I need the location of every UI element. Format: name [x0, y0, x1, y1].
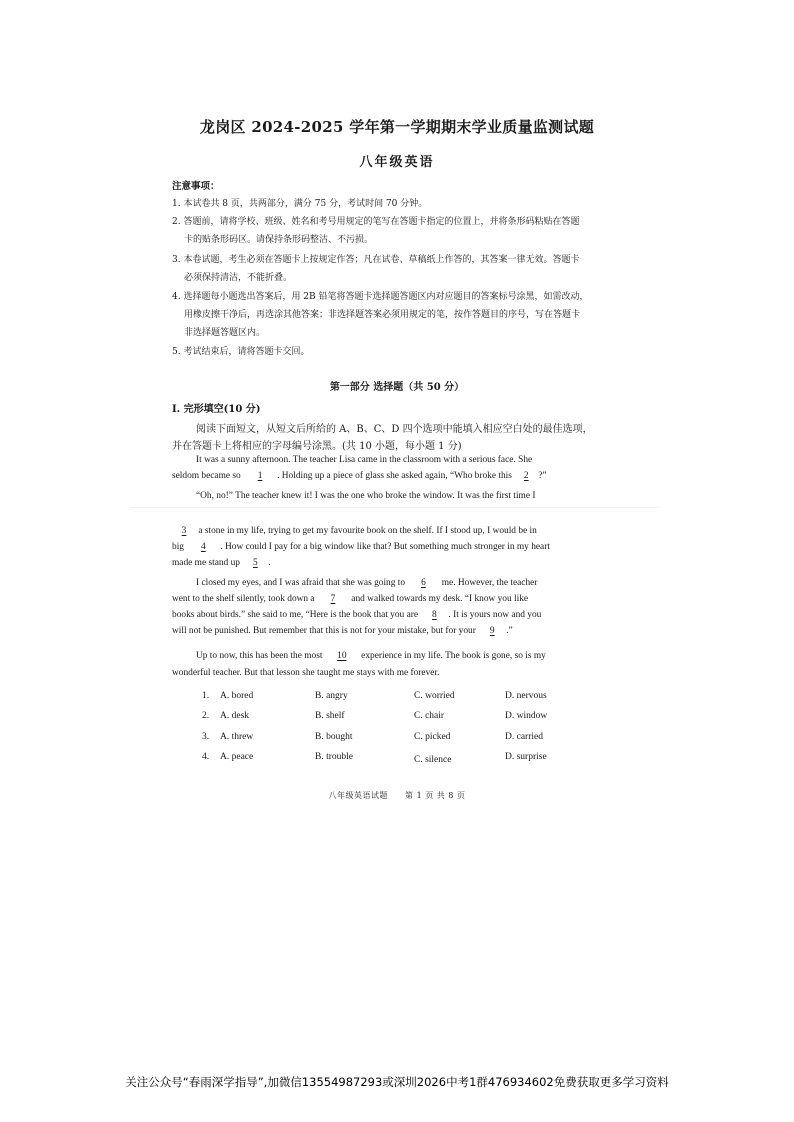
passage-line: [172, 594, 528, 604]
option-d: D. surprise: [505, 752, 547, 762]
option-a: A. peace: [220, 752, 254, 762]
passage-line: It was a sunny afternoon. The teacher Lisa came in the classroom with a serious face. She: [196, 455, 533, 465]
passage-line: [172, 526, 537, 536]
blank-4: 4: [200, 542, 206, 552]
scan-divider: [130, 507, 660, 508]
passage-text: made me stand up: [172, 558, 240, 568]
blank-1: 1: [257, 471, 263, 481]
page-footer: 八年级英语试题 第 1 页 共 8 页: [328, 791, 466, 800]
passage-line: [196, 578, 537, 588]
passage-text: ?”: [538, 471, 547, 481]
instruction-line: 并在答题卡上将相应的字母编号涂黑。(共 10 小题，每小题 1 分): [172, 441, 462, 452]
exam-title: 龙岗区 2024-2025 学年第一学期期末学业质量监测试题: [199, 118, 595, 136]
notice-heading: 注意事项：: [172, 181, 220, 192]
passage-line: “Oh, no!” The teacher knew it! I was the one who broke the window. It was the first time I: [196, 491, 536, 501]
passage-text: books about birds.” she said to me, “Here is the book that you are: [172, 610, 419, 620]
passage-line: [172, 558, 271, 568]
exam-subtitle: 八年级英语: [359, 155, 435, 170]
passage-text: . How could I pay for a big window like that? But something much stronger in my heart: [220, 542, 550, 552]
blank-7: 7: [330, 594, 336, 604]
passage-text: a stone in my life, trying to get my favourite book on the shelf. If I stood up, I would be in: [198, 526, 537, 536]
notice-line: 用橡皮擦干净后，再选涂其他答案；非选择题答案必须用规定的笔，按作答题目的序号，写在答题卡: [184, 310, 581, 320]
option-c: C. worried: [414, 691, 455, 701]
option-number: 3.: [202, 732, 210, 742]
blank-2: 2: [523, 471, 529, 481]
passage-line: [172, 610, 541, 620]
passage-line: [172, 471, 547, 481]
option-number: 1.: [202, 691, 210, 701]
passage-text: . It is yours now and you: [448, 610, 542, 620]
notice-line: 1. 本试卷共 8 页，共两部分，满分 75 分，考试时间 70 分钟。: [172, 199, 428, 209]
notice-line: 2. 答题前，请将学校、班级、姓名和考号用规定的笔写在答题卡指定的位置上，并将条形码粘贴在答题: [172, 217, 580, 227]
option-a: A. desk: [220, 711, 250, 721]
passage-text: experience in my life. The book is gone, so is my: [361, 651, 546, 661]
blank-5: 5: [252, 558, 258, 568]
passage-line: [196, 651, 546, 661]
promo-banner: 关注公众号“春雨深学指导”,加微信13554987293或深圳2026中考1群476934602免费获取更多学习资料: [125, 1075, 669, 1089]
notice-line: 卡的贴条形码区。请保持条形码整洁、不污损。: [184, 235, 374, 245]
notice-line: 3. 本卷试题，考生必须在答题卡上按规定作答；凡在试卷、草稿纸上作答的，其答案一律无效。答题卡: [172, 255, 580, 265]
passage-line: [172, 542, 550, 552]
option-b: B. angry: [315, 691, 348, 701]
option-number: 4.: [202, 752, 210, 762]
passage-text: Up to now, this has been the most: [196, 651, 323, 661]
option-b: B. shelf: [315, 711, 345, 721]
option-b: B. trouble: [315, 752, 353, 762]
option-d: D. carried: [505, 732, 543, 742]
notice-line: 非选择题答题区内。: [184, 328, 266, 338]
section-cloze-title: I. 完形填空(10 分): [172, 404, 261, 415]
option-b: B. bought: [315, 732, 353, 742]
passage-text: I closed my eyes, and I was afraid that she was going to: [196, 578, 406, 588]
option-c: C. silence: [414, 755, 452, 765]
option-a: A. threw: [220, 732, 254, 742]
passage-line: [172, 626, 513, 636]
blank-9: 9: [489, 626, 495, 636]
passage-text: .: [268, 558, 271, 568]
option-c: C. picked: [414, 732, 451, 742]
passage-text: me. However, the teacher: [441, 578, 538, 588]
blank-3: 3: [181, 526, 187, 536]
passage-text: seldom became so: [172, 471, 241, 481]
blank-8: 8: [432, 610, 437, 620]
passage-text: and walked towards my desk. “I know you like: [351, 594, 529, 604]
part-one-title: 第一部分 选择题（共 50 分）: [329, 382, 465, 393]
passage-text: big: [172, 542, 184, 552]
notice-line: 5. 考试结束后，请将答题卡交回。: [172, 347, 310, 357]
blank-6: 6: [421, 578, 426, 588]
option-d: D. window: [505, 711, 548, 721]
notice-line: 4. 选择题每小题选出答案后，用 2B 铅笔将答题卡选择题答题区内对应题目的答案标号涂黑，如需改动，: [172, 292, 589, 302]
option-c: C. chair: [414, 711, 445, 721]
passage-text: will not be punished. But remember that this is not for your mistake, but for your: [172, 626, 476, 636]
notice-line: 必须保持清洁，不能折叠。: [184, 273, 293, 283]
passage-text: . Holding up a piece of glass she asked again, “Who broke this: [277, 471, 512, 481]
passage-text: went to the shelf silently, took down a: [172, 594, 315, 604]
option-number: 2.: [202, 711, 210, 721]
instruction-line: 阅读下面短文，从短文后所给的 A、B、C、D 四个选项中能填入相应空白处的最佳选项，: [196, 424, 593, 435]
option-a: A. bored: [220, 691, 254, 701]
passage-line: wonderful teacher. But that lesson she taught me stays with me forever.: [172, 668, 440, 678]
option-d: D. nervous: [505, 691, 547, 701]
passage-text: .”: [506, 626, 513, 636]
blank-10: 10: [337, 651, 347, 661]
